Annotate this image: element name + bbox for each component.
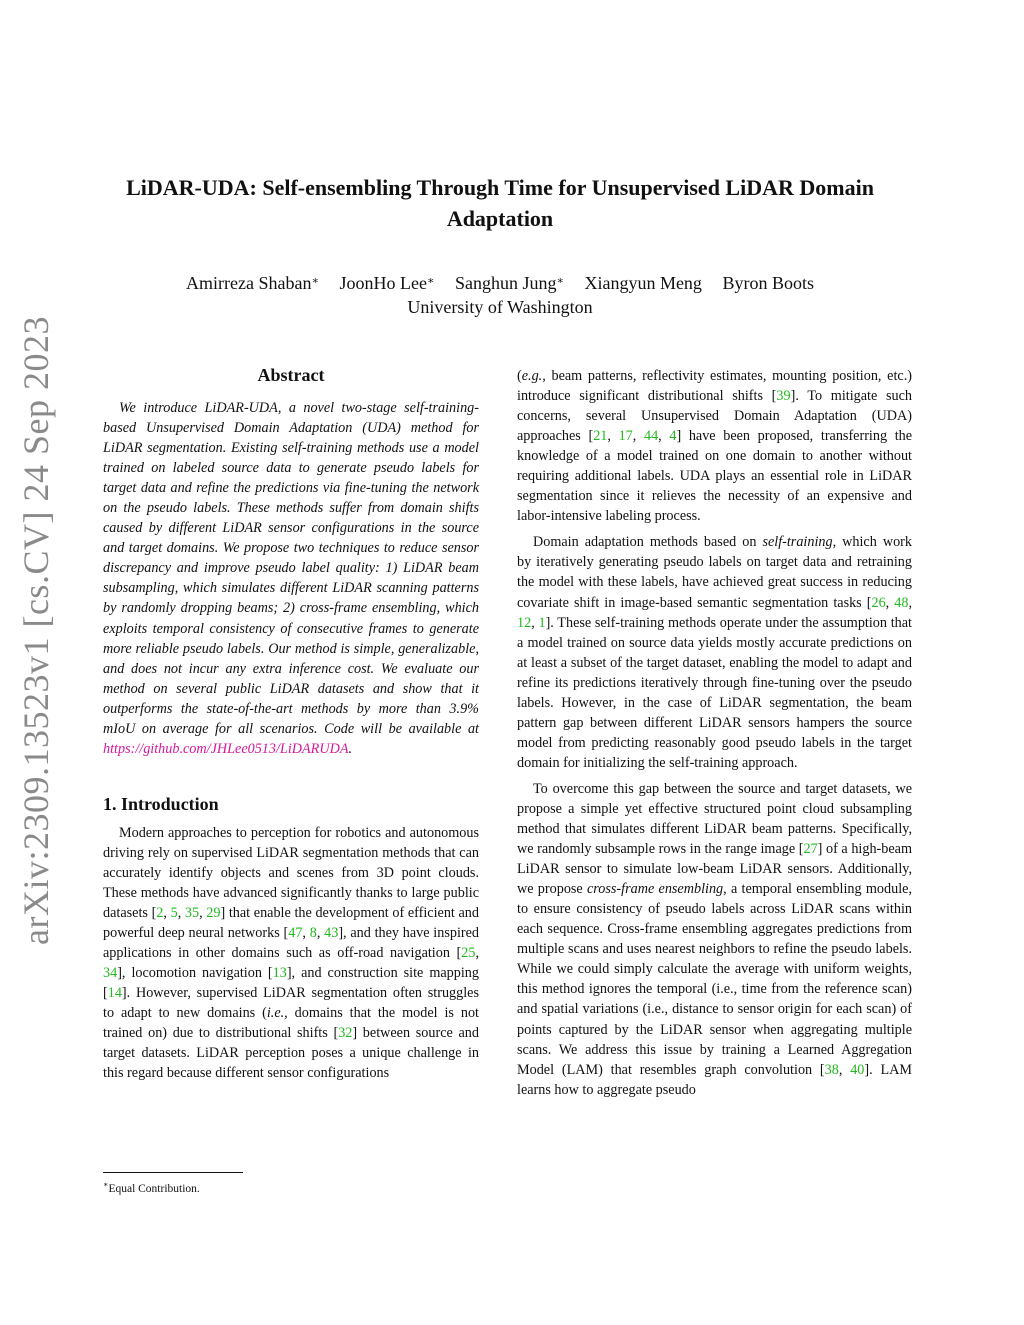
title-line-2: Adaptation bbox=[446, 206, 554, 231]
citation-link[interactable]: 17 bbox=[618, 428, 633, 445]
citation-link[interactable]: 32 bbox=[338, 1025, 353, 1042]
intro-paragraph-3: To overcome this gap between the source and target datasets, we propose a simple yet effective structured point cloud subsampling method that simulates different LiDAR beam patterns. Specifically, we randomly subsample rows in the range image [27] of a high-beam LiDAR sensor to simulate low-beam LiDAR sensors. Additionally, we propose cross-frame ensembling, a temporal ensembling module, to ensure consistency of pseudo labels across LiDAR scans within each sequence. Cross-frame ensembling aggregates predictions from multiple scans and uses nearest neighbors to refine the pseudo labels. While we could simply calculate the average with uniform weights, this method ignores the temporal (i.e., time from the reference scan) and spatial variations (i.e., distance to sensor origin for each scan) of points captured by the LiDAR sensor when aggregating multiple scans. We address this issue by training a Learned Aggregation Model (LAM) that resembles graph convolution [38, 40]. LAM learns how to aggregate pseudo bbox=[517, 780, 912, 1098]
author: Xiangyun Meng bbox=[584, 273, 702, 293]
emphasis-text: self-training bbox=[762, 534, 833, 551]
author: Sanghun Jung∗ bbox=[454, 273, 564, 293]
citation-link[interactable]: 38 bbox=[824, 1061, 839, 1078]
intro-paragraph-continued: (e.g., beam patterns, reflectivity estimates, mounting position, etc.) introduce significant distributional shifts [39]. To mitigate such concerns, several Unsupervised Domain Adaptation (UDA) approaches [21, 17, 44, 4] have been proposed, transferring the knowledge of a model trained on one domain to another without requiring additional labels. UDA plays an essential role in LiDAR segmentation since it relieves the necessity of an expensive and labor-intensive labeling process. bbox=[517, 368, 913, 525]
author: JoonHo Lee∗ bbox=[339, 273, 435, 293]
emphasis-text: i.e., bbox=[266, 1005, 288, 1022]
citation-link[interactable]: 25 bbox=[461, 945, 476, 962]
intro-paragraph-2: Domain adaptation methods based on self-training, which work by iteratively generating pseudo labels on target data and retraining the model with these labels, have achieved great success in reducing covariate shift in image-based semantic segmentation tasks [26, 48, 12, 1]. These self-training methods operate under the assumption that a model trained on source data yields mostly accurate predictions on at least a subset of the target dataset, enabling the model to adapt and refine its predictions iteratively through fine-tuning over the pseudo labels. However, in the case of LiDAR segmentation, the beam pattern gap between different LiDAR sensors hampers the source model from predicting reasonably good pseudo labels in the target domain for initializing the self-training approach. bbox=[517, 534, 913, 771]
abstract-text: We introduce LiDAR-UDA, a novel two-stage self-training-based Unsupervised Domain Adaptation (UDA) method for LiDAR segmentation. Existing self-training methods use a model trained on labeled source data to generate pseudo labels for target data and refine the predictions via fine-tuning the network on the pseudo labels. These methods suffer from domain shifts caused by different LiDAR sensor configurations in the source and target domains. We propose two techniques to reduce sensor discrepancy and improve pseudo label quality: 1) LiDAR beam subsampling, which simulates different LiDAR scanning patterns by randomly dropping beams; 2) cross-frame ensembling, which exploits temporal consistency of consecutive frames to generate more reliable pseudo labels. Our method is simple, generalizable, and does not incur any extra inference cost. We evaluate our method on several public LiDAR datasets and show that it outperforms the state-of-the-art methods by more than 3.9% mIoU on average for all scenarios. Code will be available at https://github.com/JHLee0513/LiDARUDA. bbox=[103, 400, 479, 757]
citation-link[interactable]: 40 bbox=[850, 1061, 865, 1078]
citation-link[interactable]: 5 bbox=[170, 905, 178, 922]
citation-link[interactable]: 26 bbox=[871, 594, 886, 611]
citation-link[interactable]: 29 bbox=[206, 905, 221, 922]
citation-link[interactable]: 14 bbox=[107, 985, 122, 1002]
citation-link[interactable]: 4 bbox=[669, 428, 677, 445]
emphasis-text: cross-frame ensembling bbox=[587, 881, 724, 898]
citation-link[interactable]: 35 bbox=[184, 905, 200, 922]
emphasis-text: e.g., bbox=[521, 368, 546, 384]
citation-link[interactable]: 8 bbox=[309, 925, 317, 942]
citation-link[interactable]: 12 bbox=[517, 614, 532, 631]
title-line-1: LiDAR-UDA: Self-ensembling Through Time for Unsupervised LiDAR Domain bbox=[126, 175, 874, 200]
left-column bbox=[103, 364, 479, 1089]
citation-link[interactable]: 21 bbox=[593, 428, 608, 445]
citation-link[interactable]: 48 bbox=[894, 594, 909, 611]
citation-link[interactable]: 2 bbox=[156, 905, 164, 922]
abstract-heading: Abstract bbox=[257, 365, 325, 385]
citation-link[interactable]: 44 bbox=[643, 428, 659, 445]
citation-link[interactable]: 47 bbox=[288, 925, 303, 942]
citation-link[interactable]: 27 bbox=[803, 841, 818, 858]
code-link[interactable]: https://github.com/JHLee0513/LiDARUDA bbox=[103, 740, 349, 757]
footnote-divider bbox=[103, 1172, 243, 1173]
citation-link[interactable]: 13 bbox=[272, 965, 287, 982]
author-list bbox=[60, 271, 940, 295]
intro-paragraph-1: Modern approaches to perception for robotics and autonomous driving rely on supervised LiDAR segmentation methods that can accurately identify objects and scenes from 3D point clouds. These methods have advanced significantly thanks to large public datasets [2, 5, 35, 29] that enable the development of efficient and powerful deep neural networks [47, 8, 43], and they have inspired applications in other domains such as off-road navigation [25, 34], locomotion navigation [13], and construction site mapping [14]. However, supervised LiDAR segmentation often struggles to adapt to new domains (i.e., domains that the model is not trained on) due to distributional shifts [32] between source and target datasets. LiDAR perception poses a unique challenge in this regard because different sensor configurations bbox=[103, 824, 480, 1082]
citation-link[interactable]: 34 bbox=[103, 965, 118, 982]
citation-link[interactable]: 1 bbox=[538, 614, 546, 631]
citation-link[interactable]: 43 bbox=[324, 925, 339, 942]
section-heading-introduction: 1. Introduction bbox=[103, 793, 219, 814]
author: Amirreza Shaban∗ bbox=[186, 273, 319, 293]
paper-title bbox=[60, 172, 940, 234]
affiliation: University of Washington bbox=[407, 297, 593, 317]
right-column bbox=[517, 366, 912, 1106]
author: Byron Boots bbox=[722, 273, 814, 293]
arxiv-identifier: arXiv:2309.13523v1 [cs.CV] 24 Sep 2023 bbox=[16, 316, 56, 945]
citation-link[interactable]: 39 bbox=[776, 388, 791, 405]
footnote: ∗Equal Contribution. bbox=[103, 1180, 200, 1195]
